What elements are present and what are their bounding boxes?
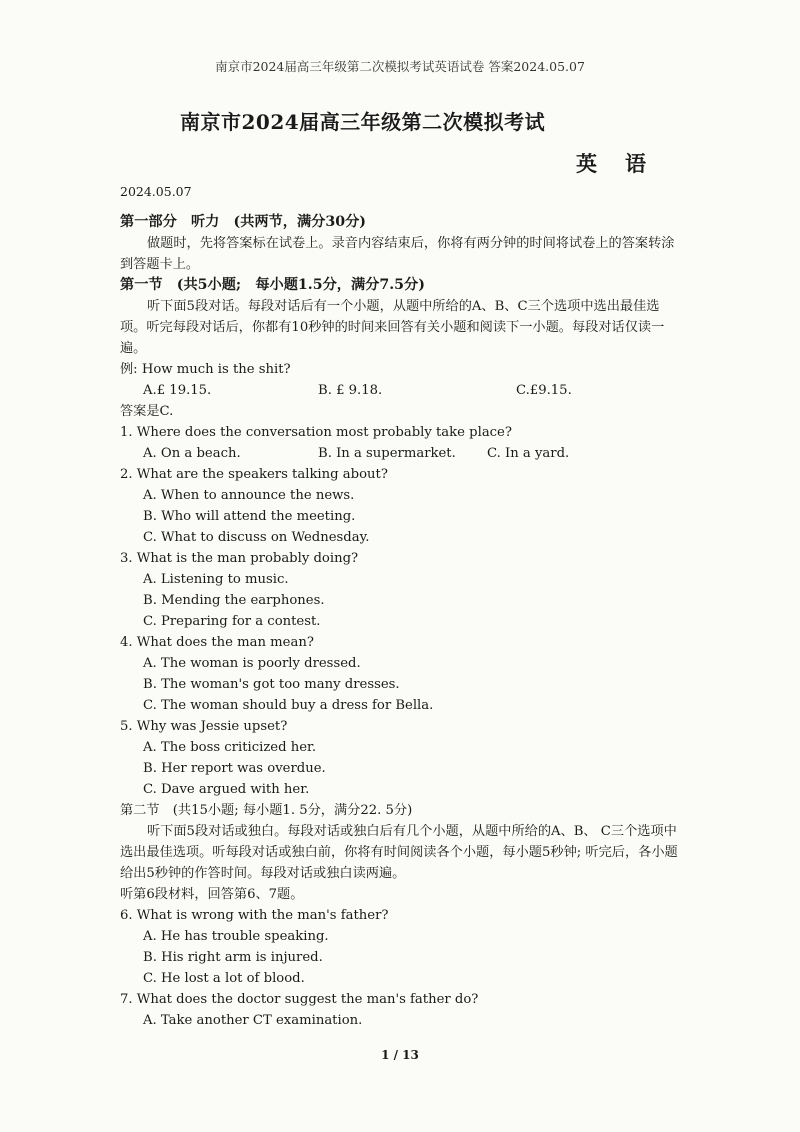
page-number: 1 / 13 (381, 1048, 419, 1062)
material-note: 听第6段材料，回答第6、7题。 (120, 887, 304, 902)
exam-content (120, 212, 680, 1031)
q7-option-a: A. Take another CT examination. (143, 1013, 363, 1028)
q6-option-a: A. He has trouble speaking. (143, 929, 329, 944)
running-header: 南京市2024届高三年级第二次模拟考试英语试卷 答案2024.05.07 (215, 59, 585, 74)
subject-title: 英语 (576, 151, 674, 176)
q1-option-b: B. In a supermarket. (318, 446, 456, 461)
example-option-a: A.£ 19.15. (143, 383, 212, 398)
q5-option-c: C. Dave argued with her. (143, 782, 310, 797)
q1-option-c: C. In a yard. (487, 446, 570, 461)
question-7: 7. What does the doctor suggest the man's father do? (120, 992, 479, 1007)
section1-instructions: 听下面5段对话。每段对话后有一个小题，从题中所给的A、B、C三个选项中选出最佳选项。听完每段对话后，你都有10秒钟的时间来回答有关小题和阅读下一小题。每段对话仅读一遍。 (120, 299, 665, 356)
question-3: 3. What is the man probably doing? (120, 551, 359, 566)
q5-option-a: A. The boss criticized her. (143, 740, 317, 755)
question-2: 2. What are the speakers talking about? (120, 467, 388, 482)
q2-option-b: B. Who will attend the meeting. (143, 509, 356, 524)
question-6: 6. What is wrong with the man's father? (120, 908, 389, 923)
q4-option-c: C. The woman should buy a dress for Bella. (143, 698, 434, 713)
q4-option-b: B. The woman's got too many dresses. (143, 677, 400, 692)
section2-instructions: 听下面5段对话或独白。每段对话或独白后有几个小题，从题中所给的A、B、 C三个选项中选出最佳选项。听每段对话或独白前，你将有时间阅读各个小题，每小题5秒钟; 听完后，各小题给出5秒钟的作答时间。每段对话或独白读两遍。 (120, 824, 678, 881)
q4-option-a: A. The woman is poorly dressed. (143, 656, 361, 671)
q2-option-c: C. What to discuss on Wednesday. (143, 530, 370, 545)
question-5: 5. Why was Jessie upset? (120, 719, 288, 734)
question-1-options (120, 443, 680, 464)
q6-option-b: B. His right arm is injured. (143, 950, 323, 965)
example-answer: 答案是C. (120, 404, 174, 419)
q5-option-b: B. Her report was overdue. (143, 761, 326, 776)
example-question: 例: How much is the shit? (120, 362, 291, 377)
q6-option-c: C. He lost a lot of blood. (143, 971, 305, 986)
section2-heading: 第二节 (共15小题; 每小题1. 5分，满分22. 5分) (120, 803, 413, 818)
part1-instructions: 做题时，先将答案标在试卷上。录音内容结束后，你将有两分钟的时间将试卷上的答案转涂到答题卡上。 (120, 236, 675, 272)
q1-option-a: A. On a beach. (143, 446, 241, 461)
section1-heading: 第一节 (共5小题; 每小题1.5分，满分7.5分) (120, 277, 425, 293)
example-option-c: C.£9.15. (516, 383, 572, 398)
exam-title: 南京市2024届高三年级第二次模拟考试 (180, 110, 546, 134)
question-4: 4. What does the man mean? (120, 635, 314, 650)
q3-option-a: A. Listening to music. (143, 572, 289, 587)
q2-option-a: A. When to announce the news. (143, 488, 355, 503)
question-1: 1. Where does the conversation most probably take place? (120, 425, 512, 440)
exam-date: 2024.05.07 (120, 184, 192, 199)
part1-heading: 第一部分 听力 (共两节，满分30分) (120, 214, 366, 230)
q3-option-c: C. Preparing for a contest. (143, 614, 321, 629)
example-option-b: B. £ 9.18. (318, 383, 383, 398)
example-options (120, 380, 680, 401)
q3-option-b: B. Mending the earphones. (143, 593, 325, 608)
